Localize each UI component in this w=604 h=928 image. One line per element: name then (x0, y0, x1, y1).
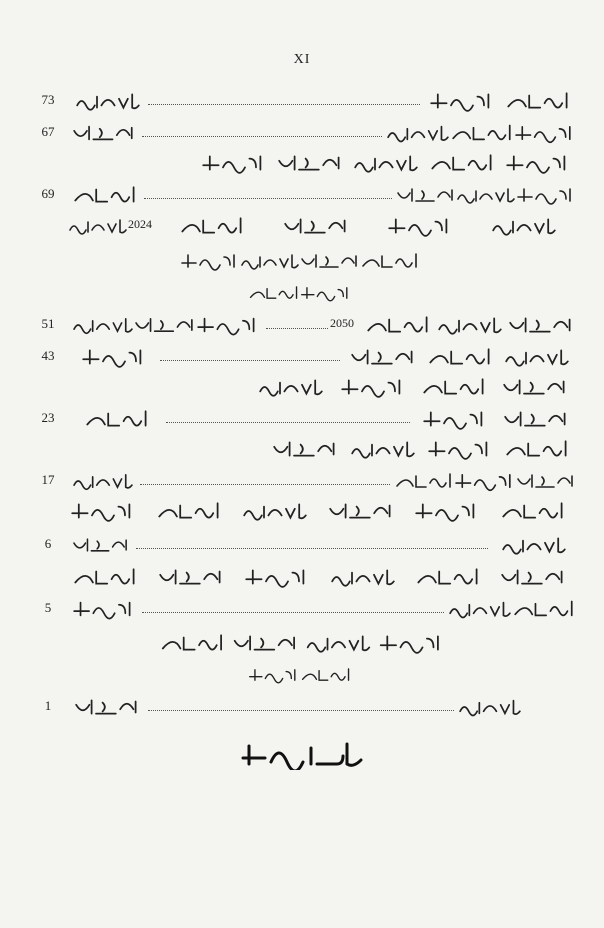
entry-author-script (72, 122, 136, 144)
section-heading (156, 632, 448, 654)
entry-title-line (68, 215, 576, 237)
entry-title-script (492, 534, 576, 556)
entry-author-script (72, 534, 130, 556)
entry-author-script (72, 184, 138, 206)
dot-leader (142, 612, 444, 613)
entry-page-number: 67 (41, 124, 55, 139)
entry-page-number: 5 (44, 600, 52, 615)
entry-title-line (196, 152, 576, 174)
dot-leader (160, 360, 340, 361)
section-subheading (248, 664, 352, 686)
toc-entry (30, 696, 578, 718)
section-heading (180, 250, 420, 272)
entry-author-script (72, 346, 156, 368)
entry-page-number: 17 (41, 472, 55, 487)
entry-page-number: 69 (41, 186, 55, 201)
toc-entry (30, 184, 578, 206)
title-script (237, 738, 367, 770)
entry-page-number: 1 (44, 698, 52, 713)
toc-entry (30, 408, 578, 430)
dot-leader (148, 104, 420, 105)
entry-title-line (266, 438, 576, 460)
dot-leader (140, 484, 390, 485)
entry-title-script (424, 90, 576, 112)
dot-leader (142, 136, 382, 137)
entry-title-script (414, 408, 576, 430)
entry-title-line (62, 566, 576, 588)
entry-author-script (72, 314, 260, 336)
entry-title-script (396, 184, 576, 206)
entry-title-script (344, 346, 576, 368)
page-title (0, 738, 604, 770)
toc-entry (30, 314, 578, 336)
toc-entry (30, 90, 578, 112)
entry-page-number: 6 (44, 536, 52, 551)
entry-author-script (72, 408, 162, 430)
toc-entry (30, 534, 578, 556)
entry-title-script (394, 470, 576, 492)
inline-number: 2050 (330, 316, 354, 330)
dot-leader (166, 422, 410, 423)
toc-entry (30, 346, 578, 368)
entry-page-number: 23 (41, 410, 55, 425)
entry-author-script (72, 696, 142, 718)
toc-entry (30, 598, 578, 620)
entry-title-line (250, 376, 576, 398)
entry-page-number: 51 (41, 316, 55, 331)
entry-title-script (458, 696, 522, 718)
toc-entry (30, 470, 578, 492)
entry-page-number: 43 (41, 348, 55, 363)
entry-title-script (362, 314, 576, 336)
page-number: XI (293, 52, 311, 67)
dot-leader (136, 548, 488, 549)
entry-page-number: 73 (41, 92, 55, 107)
entry-title-script (386, 122, 576, 144)
inline-number: 2024 (128, 217, 152, 231)
entry-title-script (448, 598, 576, 620)
dot-leader (266, 328, 328, 329)
toc-entry (30, 122, 578, 144)
entry-author-script (72, 598, 136, 620)
section-subheading (248, 282, 352, 304)
dot-leader (144, 198, 392, 199)
dot-leader (148, 710, 454, 711)
entry-title-line (60, 500, 576, 522)
entry-author-script (72, 90, 144, 112)
entry-author-script (72, 470, 134, 492)
